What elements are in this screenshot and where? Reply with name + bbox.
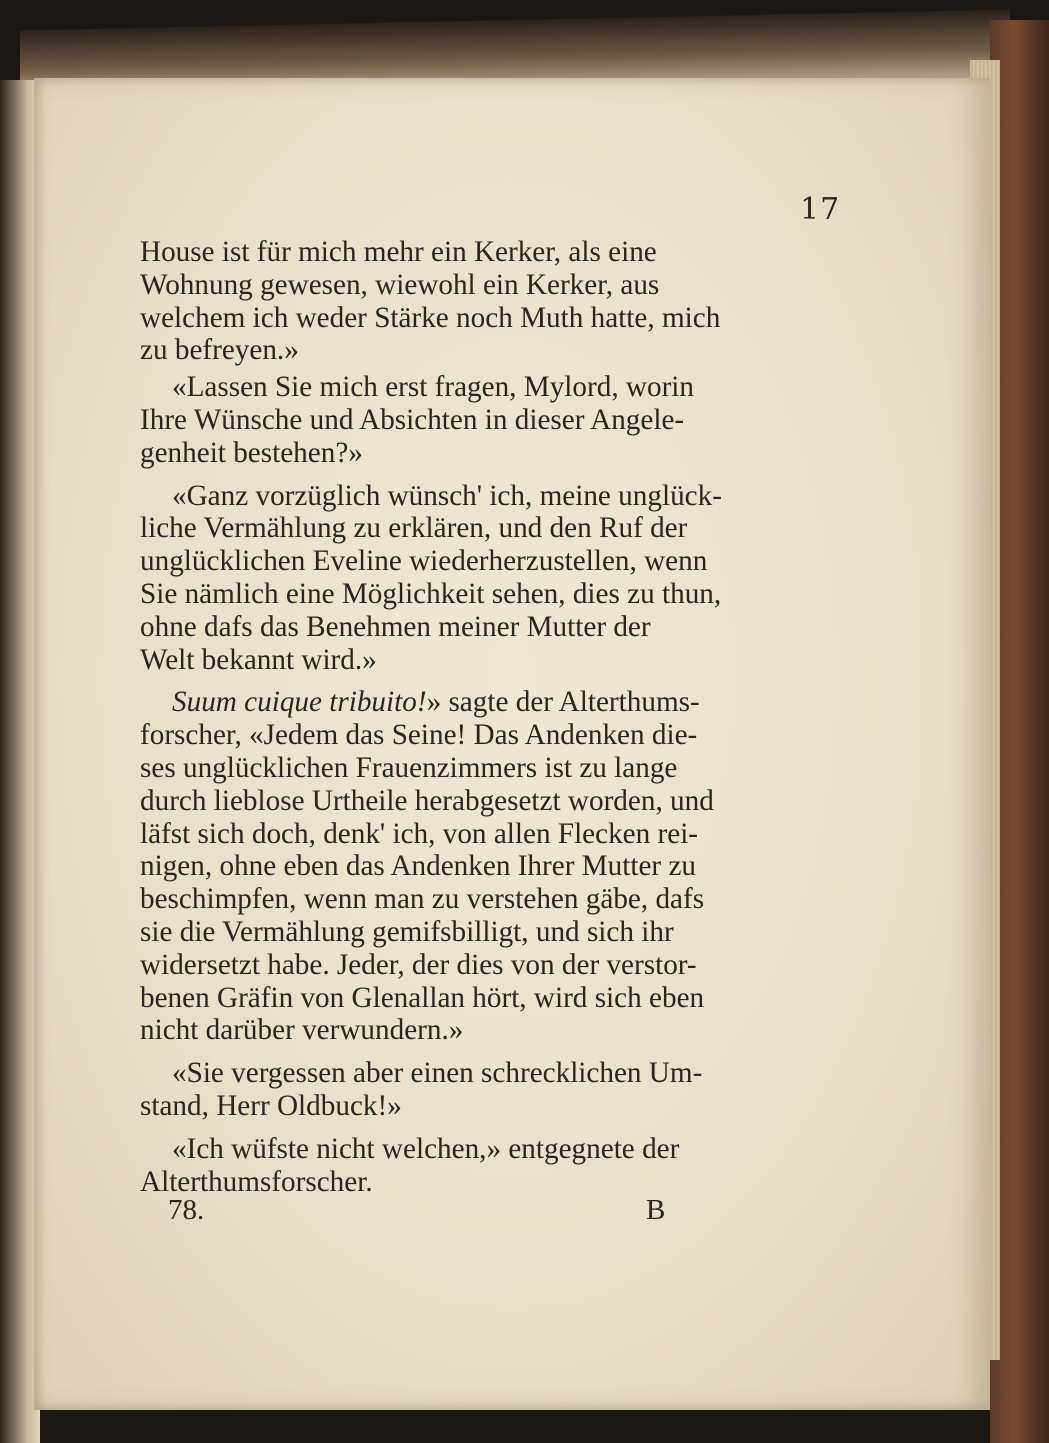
text-line: genheit bestehen?» <box>140 436 363 469</box>
page-number: 17 <box>800 192 841 227</box>
text-line: Welt bekannt wird.» <box>140 643 377 676</box>
body-text <box>140 236 840 1198</box>
paragraph-4 <box>140 686 840 1047</box>
text-line: Wohnung gewesen, wiewohl ein Kerker, aus <box>140 268 660 301</box>
text-line: House ist für mich mehr ein Kerker, als eine <box>140 236 657 268</box>
volume-number: 78. <box>168 1194 205 1226</box>
paragraph-5 <box>140 1057 840 1123</box>
text-line: ses unglücklichen Frauenzimmers ist zu lange <box>140 751 678 784</box>
text-line: «Ganz vorzüglich wünsch' ich, meine unglück- <box>172 479 722 512</box>
text-line: durch lieblose Urtheile herabgesetzt worden, und <box>140 784 714 817</box>
text-line: liche Vermählung zu erklären, und den Ruf der <box>140 512 688 545</box>
text-line: benen Gräfin von Glenallan hört, wird sich eben <box>140 981 705 1014</box>
paragraph-1 <box>140 236 840 367</box>
text-line: nigen, ohne eben das Andenken Ihrer Mutter zu <box>140 850 697 883</box>
signature-mark: B <box>646 1194 666 1226</box>
text-line: welchem ich weder Stärke noch Muth hatte, mich <box>140 301 721 334</box>
paragraph-2 <box>140 371 840 469</box>
text-line: widersetzt habe. Jeder, der dies von der verstor- <box>140 948 697 981</box>
text-line: ohne dafs das Benehmen meiner Mutter der <box>140 610 651 643</box>
text-line: » sagte der Alterthums- <box>426 686 700 719</box>
paragraph-3 <box>140 480 840 677</box>
text-line: Sie nämlich eine Möglichkeit sehen, dies zu thun, <box>140 577 722 610</box>
text-line: Ihre Wünsche und Absichten in dieser Angele- <box>140 403 685 436</box>
text-line: Alterthumsforscher. <box>140 1165 373 1198</box>
text-line: nicht darüber verwundern.» <box>140 1014 464 1047</box>
text-line: forscher, «Jedem das Seine! Das Andenken die- <box>140 719 698 752</box>
text-line: stand, Herr Oldbuck!» <box>140 1089 402 1122</box>
text-line: sie die Vermählung gemifsbilligt, und sich ihr <box>140 915 674 948</box>
text-line: zu befreyen.» <box>140 334 299 367</box>
text-line: «Lassen Sie mich erst fragen, Mylord, worin <box>172 371 695 404</box>
text-line: unglücklichen Eveline wiederherzustellen, wenn <box>140 545 708 578</box>
latin-phrase: Suum cuique tribuito! <box>172 686 427 719</box>
paragraph-6 <box>140 1133 840 1199</box>
text-line: läfst sich doch, denk' ich, von allen Flecken rei- <box>140 817 699 850</box>
text-line: «Ich wüfste nicht welchen,» entgegnete der <box>172 1132 680 1165</box>
text-line: beschimpfen, wenn man zu verstehen gäbe, dafs <box>140 883 705 916</box>
text-line: «Sie vergessen aber einen schrecklichen Um- <box>172 1057 703 1090</box>
